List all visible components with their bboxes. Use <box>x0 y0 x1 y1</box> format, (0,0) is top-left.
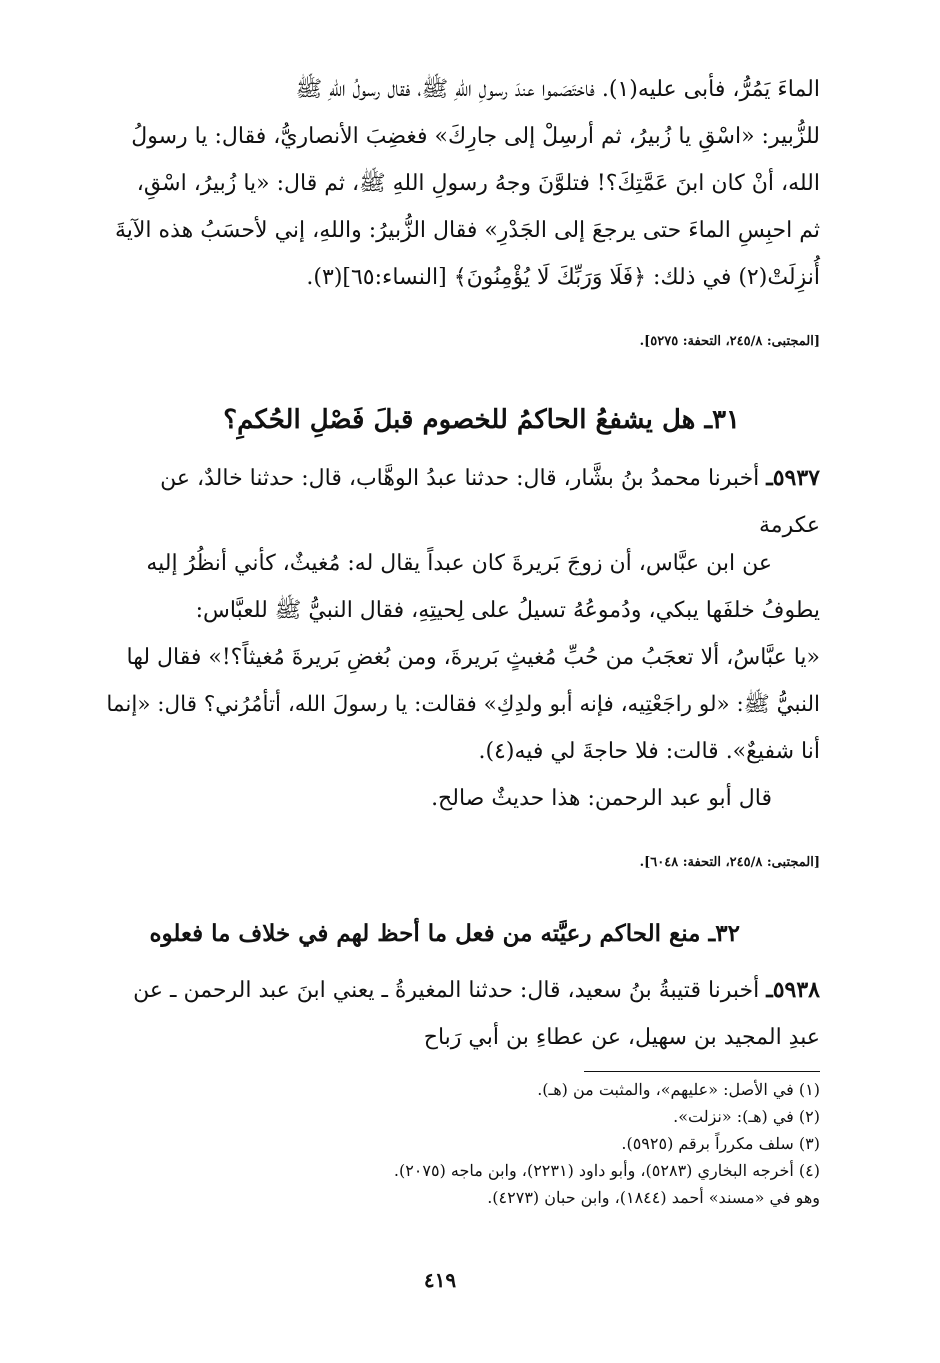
footnotes <box>200 1076 820 1211</box>
hadith-number: ٥٩٣٨ـ <box>766 977 820 1003</box>
footnote: وهو في «مسند» أحمد (١٨٤٤)، وابن حبان (٤٢٧٣). <box>487 1188 820 1207</box>
reference-note: [المجتبى: ٢٤٥/٨، التحفة: ٦٠٤٨]. <box>639 855 820 870</box>
continuation-text <box>98 66 820 301</box>
chapter-number: ٣١ـ <box>704 405 740 435</box>
text-line: للزُّبير: «اسْقِ يا زُبيرُ، ثم أرسِلْ إلى جارِكَ» فغضِبَ الأنصاريُّ، فقال: يا رسولُ <box>131 124 820 149</box>
text-line: أنا شفيعٌ». قالت: فلا حاجةَ لي فيه(٤). <box>478 739 820 764</box>
text-line: «يا عبَّاسُ، ألا تعجَبُ من حُبِّ مُغيثٍ بَريرةَ، ومن بُغضِ بَريرةَ مُغيثاً؟!» فقال لها <box>126 645 820 670</box>
page-number: ٤١٩ <box>423 1268 457 1292</box>
text-line: عن ابن عبَّاس، أن زوجَ بَريرةَ كان عبداً يقال له: مُغيثٌ، كأني أنظُرُ إليه <box>146 551 772 576</box>
text-line: ثم احبِسِ الماءَ حتى يرجعَ إلى الجَدْرِ» فقال الزُّبيرُ: واللهِ، إني لأحسَبُ هذه الآيةَ <box>114 218 820 243</box>
text-line: عبدِ المجيد بن سهيل، عن عطاءِ بن أبي رَباح <box>423 1025 820 1050</box>
text-line: ٥٩٣٧ـ أخبرنا محمدُ بنُ بشَّار، قال: حدثنا عبدُ الوهَّاب، قال: حدثنا خالدٌ، عن <box>160 465 820 491</box>
text-line: يطوفُ خلفَها يبكي، ودُموعُهُ تسيلُ على لِحيتِهِ، فقال النبيُّ ﷺ للعبَّاس: <box>195 598 820 623</box>
text-line: أُنزِلَتْ(٢) في ذلك: ﴿فَلَا وَرَبِّكَ لَا يُؤْمِنُونَ﴾ [النساء:٦٥](٣). <box>306 265 820 290</box>
footnote: (٣) سلف مكرراً برقم (٥٩٢٥). <box>621 1134 820 1153</box>
chapter-title: هل يشفعُ الحاكمُ للخصوم قبلَ فَصْلِ الحُكمِ؟ <box>223 405 696 435</box>
footnote: (١) في الأصل: «عليهم»، والمثبت من (هـ). <box>537 1080 820 1099</box>
text-line: الله، أنْ كان ابنَ عَمَّتِكَ؟! فتلوَّنَ وجهُ رسولِ اللهِ ﷺ، ثم قال: «يا زُبيرُ، اسْقِ، <box>136 171 820 196</box>
hadith-isnad <box>98 967 820 1061</box>
hadith-isnad <box>98 455 820 549</box>
footnote: (٢) في (هـ): «نزلت». <box>673 1107 820 1126</box>
footnote-divider <box>584 1071 820 1072</box>
hadith-matn <box>98 540 820 822</box>
author-comment: قال أبو عبد الرحمن: هذا حديثٌ صالح. <box>431 786 772 811</box>
chapter-title: منع الحاكم رعيَّته من فعل ما أحظ لهم في خلاف ما فعلوه <box>149 920 701 947</box>
text-line: ٥٩٣٨ـ أخبرنا قتيبةُ بنُ سعيد، قال: حدثنا المغيرةُ ـ يعني ابنَ عبد الرحمن ـ عن <box>133 977 820 1003</box>
text-line: عكرمة <box>759 513 820 538</box>
text-line: الماءَ يَمُرُّ، فأبى عليه(١). فاختَصَموا عندَ رسولِ اللهِ ﷺ، فقال رسولُ اللهِ ﷺ <box>295 77 820 102</box>
chapter-heading-32 <box>150 920 740 947</box>
chapter-heading-31 <box>200 405 740 435</box>
text-line: النبيُّ ﷺ: «لو راجَعْتِيه، فإنه أبو ولدِكِ» فقالت: يا رسولَ الله، أتأمُرُني؟ قال: «إنما <box>106 692 820 717</box>
hadith-number: ٥٩٣٧ـ <box>766 465 820 491</box>
footnote: (٤) أخرجه البخاري (٥٢٨٣)، وأبو داود (٢٢٣١)، وابن ماجه (٢٠٧٥). <box>393 1161 820 1180</box>
chapter-number: ٣٢ـ <box>708 920 740 947</box>
reference-note: [المجتبى: ٢٤٥/٨، التحفة: ٥٢٧٥]. <box>639 334 820 349</box>
